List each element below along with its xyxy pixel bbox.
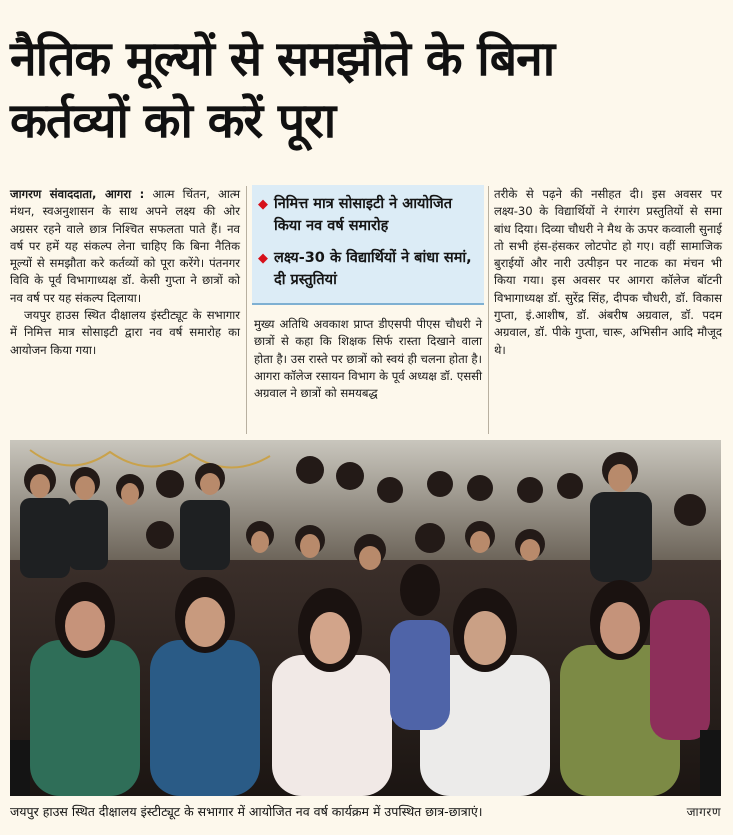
headline [10,28,725,152]
headline-line-2: कर्तव्यों को करें पूरा [10,93,336,149]
column-divider-2 [488,186,489,434]
column-2-text: मुख्य अतिथि अवकाश प्राप्त डीएसपी पीएस चौधरी ने छात्रों से कहा कि शिक्षक सिर्फ रास्ता दिखाने वाला होता है। उस रास्ते पर छात्रों को स्वयं ही चलना होता है। आगरा कॉलेज रसायन विभाग के पूर्व अध्यक्ष डॉ. एससी अग्रवाल ने छात्रों को समयबद्ध [254,317,483,401]
photo-caption: जयपुर हाउस स्थित दीक्षालय इंस्टीट्यूट के सभागार में आयोजित नव वर्ष कार्यक्रम में उपस्थित छात्र-छात्राएं। [10,804,483,819]
highlight-item [256,193,478,237]
audience-photo-illustration [10,440,721,796]
highlight-text-1: निमित्त मात्र सोसाइटी ने आयोजित किया नव वर्ष समारोह [274,196,452,234]
highlight-item [256,247,478,291]
headline-line-1: नैतिक मूल्यों से समझौते के बिना [10,31,555,87]
article-paragraph-1 [10,186,240,307]
column-3-text: तरीके से पढ़ने की नसीहत दी। इस अवसर पर लक्ष्य-30 के विद्यार्थियों ने रंगारंग प्रस्तुतियों से समा बांध दिया। दिव्या चौधरी ने मैथ के ऊपर कव्वाली सुनाई तो सभी हंस-हंसकर लोटपोट हो गए। वहीं सामाजिक बुराईयों और नारी उत्पीड़न पर नाटक का मंचन भी किया गया। इस अवसर पर आगरा कॉलेज बॉटनी विभागाध्यक्ष डॉ. सुरेंद्र सिंह, दीपक चौधरी, डॉ. विकास गुप्ता, इं.आशीष, डॉ. अंबरीष अग्रवाल, डॉ. पदम अग्रवाल, डॉ. पीके गुप्ता, चारू, अभिसीन आदि मौजूद थे। [494,187,722,357]
photo-credit: जागरण [686,805,721,819]
article-column-3 [494,186,722,359]
article-column-2 [254,316,482,402]
event-photo [10,440,721,796]
column-1-text-1: आत्म चिंतन, आत्म मंथन, स्वअनुशासन के साथ अपने लक्ष्य की ओर अग्रसर रहने वाले छात्र निश्चित सफलता पाते हैं। नव वर्ष पर हमें यह संकल्प लेना चाहिए कि बिना नैतिक मूल्यों से समझौता करे कर्तव्यों को पूरा करेंगे। पंतनगर विवि के पूर्व विभागाध्यक्ष डॉ. केसी गुप्ता ने छात्रों को नव वर्ष पर यह संकल्प दिलाया। [10,187,241,305]
article-paragraph-2: जयपुर हाउस स्थित दीक्षालय इंस्टीट्यूट के सभागार में निमित्त मात्र सोसाइटी द्वारा नव वर्ष समारोह का आयोजन किया गया। [10,308,240,357]
dateline: जागरण संवाददाता, आगरा : [10,187,145,201]
diamond-bullet-icon: ◆ [258,197,268,212]
highlight-text-2: लक्ष्य-30 के विद्यार्थियों ने बांधा समां, दी प्रस्तुतियां [274,250,472,288]
column-divider-1 [246,186,247,434]
diamond-bullet-icon: ◆ [258,251,268,266]
highlights-box [252,185,484,305]
article-column-1 [10,186,240,359]
